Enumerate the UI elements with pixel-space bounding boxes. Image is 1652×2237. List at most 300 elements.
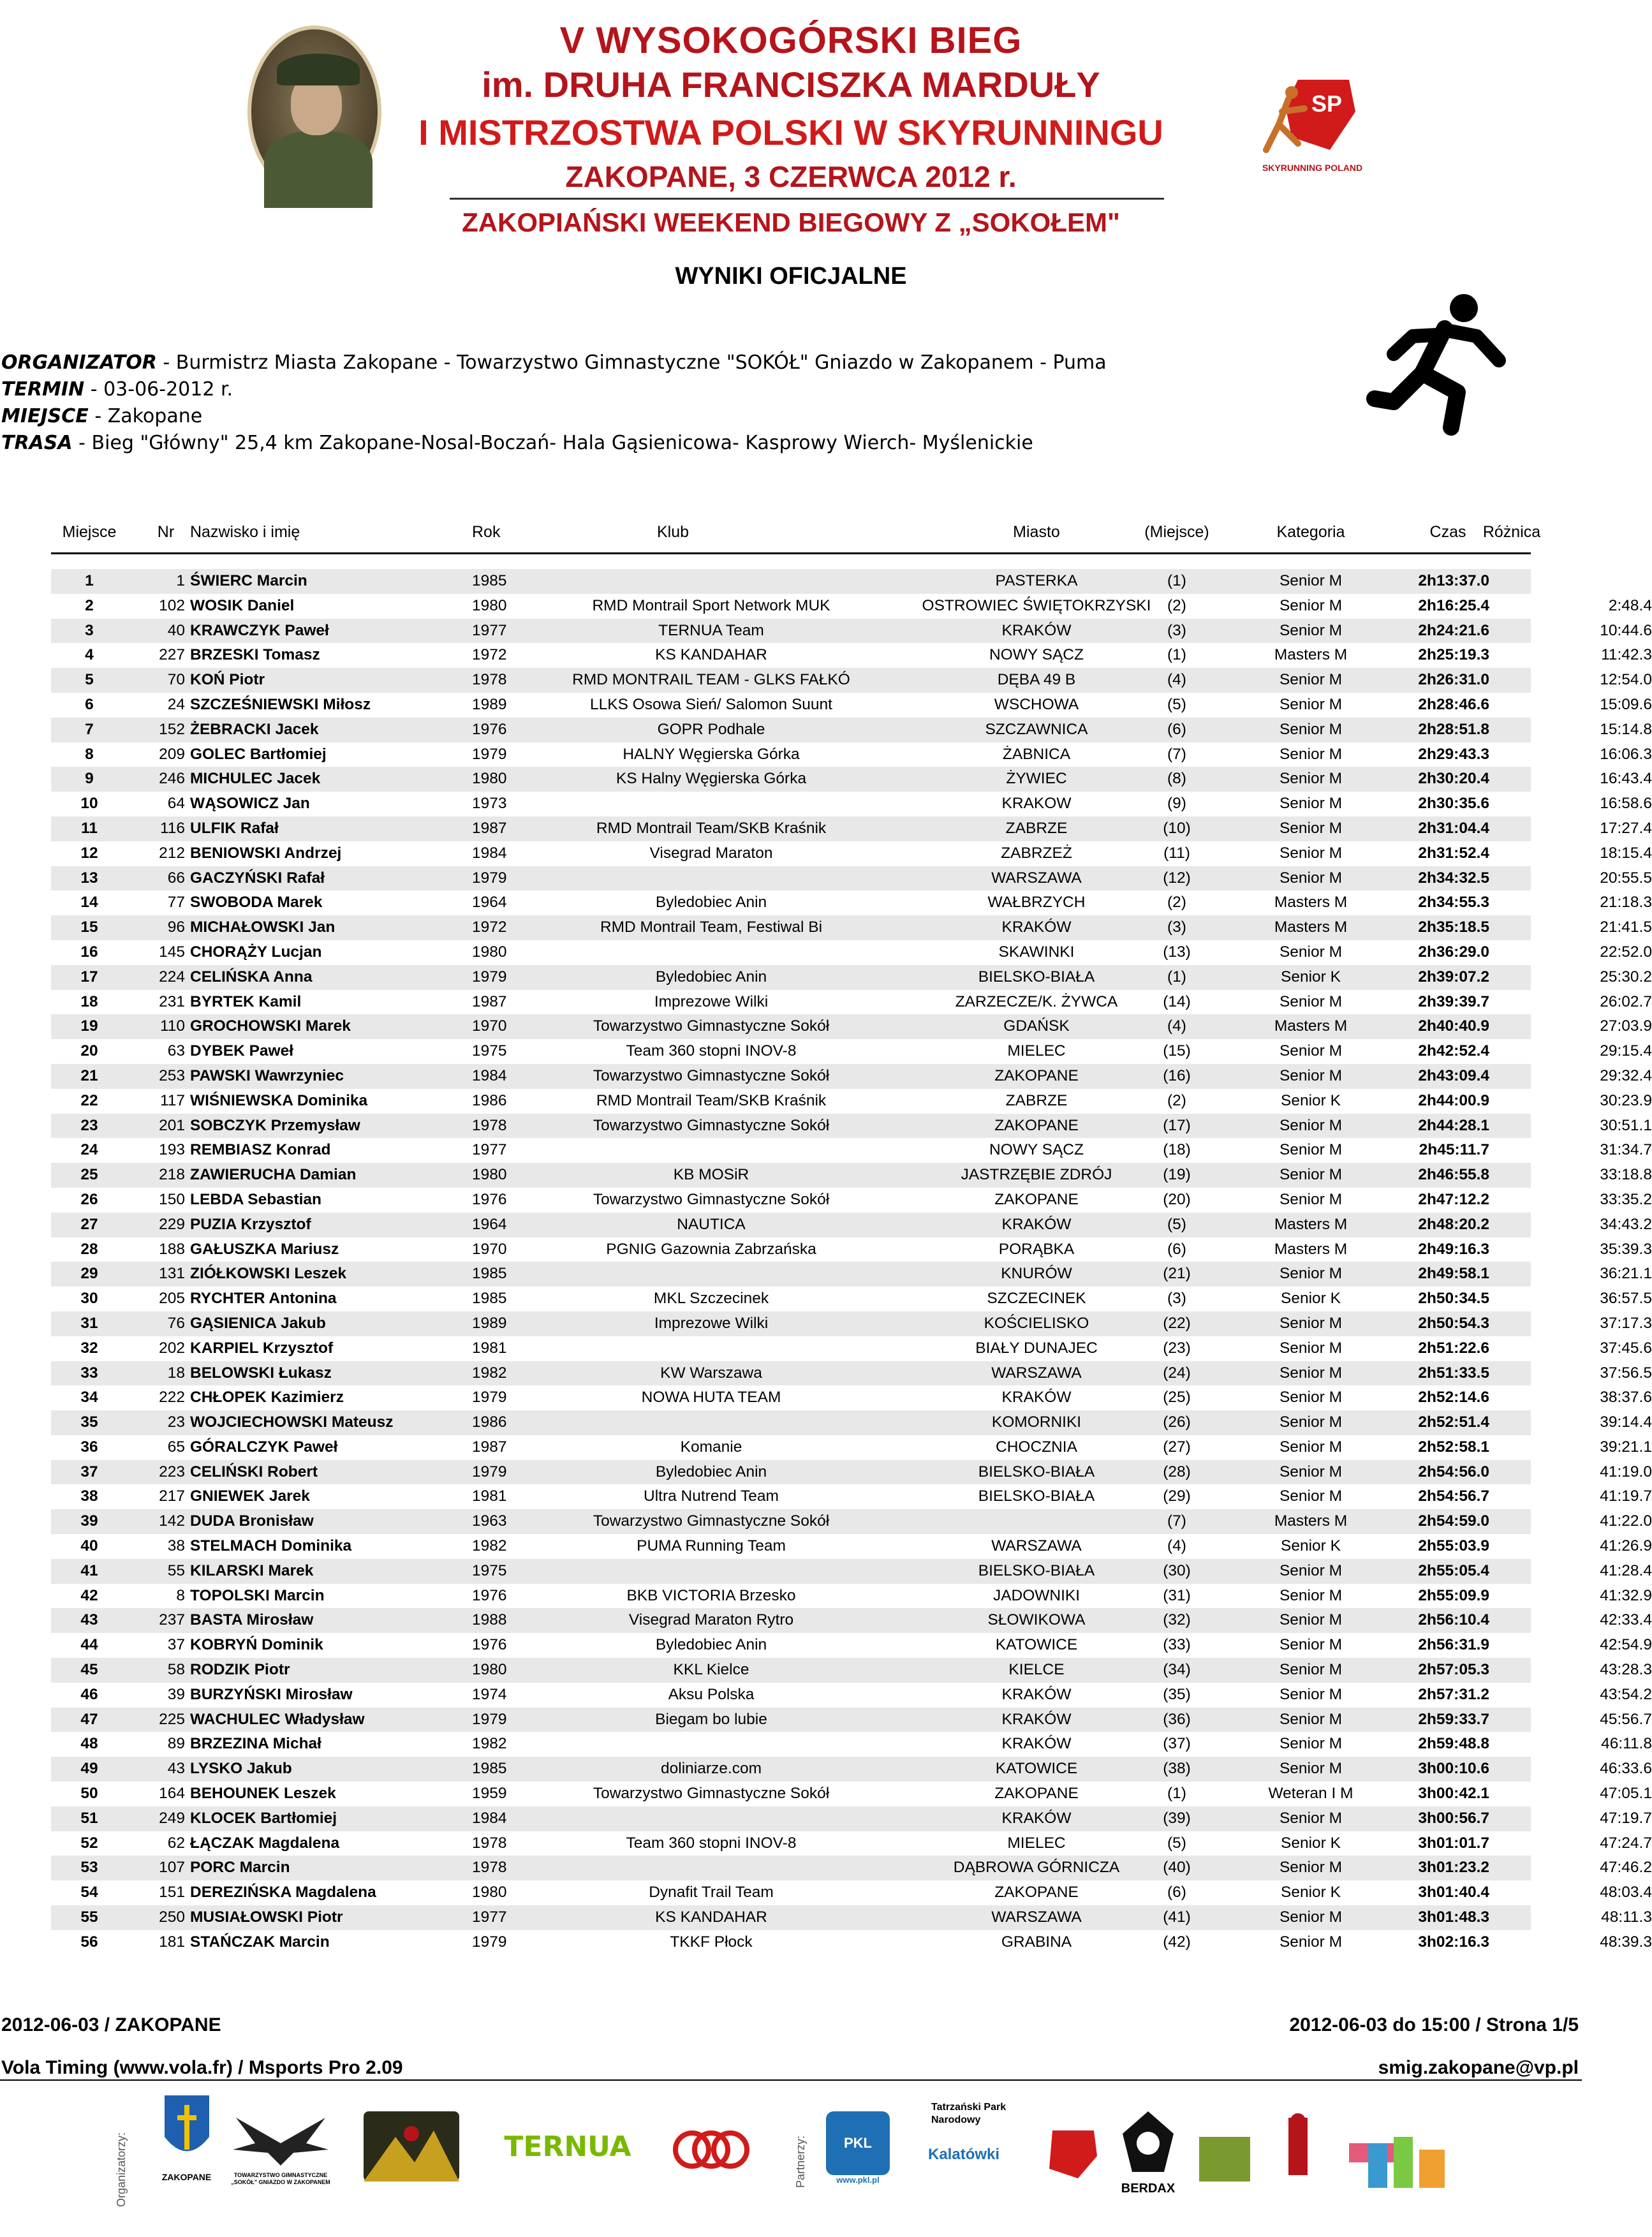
footer-page-info: 2012-06-03 do 15:00 / Strona 1/5 (1289, 2014, 1579, 2035)
col-header-club: Klub (656, 523, 690, 541)
row-category: Senior M (1279, 1414, 1343, 1431)
row-category-place: (1) (1167, 646, 1186, 664)
row-place: 4 (85, 646, 94, 664)
row-name: PAWSKI Wawrzyniec (190, 1067, 344, 1084)
row-time: 2h28:51.8 (1418, 720, 1489, 738)
row-bib: 152 (159, 720, 185, 738)
skyrunning-logo-icon (1253, 73, 1368, 156)
row-name: ULFIK Rafał (190, 819, 279, 837)
row-place: 23 (80, 1116, 98, 1134)
row-bib: 8 (176, 1586, 185, 1604)
event-badge-logo (364, 2111, 459, 2182)
berdax-emblem-icon (1119, 2108, 1177, 2178)
row-city: KRAKÓW (1001, 621, 1072, 639)
row-city: BIELSKO-BIAŁA (978, 1463, 1095, 1480)
row-name: SOBCZYK Przemysław (190, 1116, 360, 1134)
row-category-place: (33) (1163, 1636, 1191, 1654)
drink-bottles-icon (1362, 2124, 1451, 2194)
row-category: Senior M (1279, 1685, 1343, 1703)
row-time: 2h26:31.0 (1418, 671, 1489, 689)
row-city: KNURÓW (1001, 1265, 1072, 1283)
row-city: WARSZAWA (991, 869, 1082, 887)
table-row (51, 643, 1652, 668)
row-year: 1980 (472, 1661, 507, 1679)
row-gap: 21:18.3 (1600, 894, 1652, 912)
row-category-place: (6) (1167, 720, 1186, 738)
table-row (51, 1708, 1652, 1732)
table-row (51, 890, 1652, 915)
row-club: Byledobiec Anin (655, 894, 767, 912)
portrait-photo (247, 26, 381, 198)
row-city: SZCZAWNICA (985, 720, 1088, 738)
table-row (51, 1213, 1652, 1237)
row-category-place: (2) (1167, 596, 1186, 614)
row-place: 29 (80, 1265, 98, 1283)
row-name: LYSKO Jakub (190, 1760, 292, 1778)
row-city: ZAKOPANE (994, 1785, 1079, 1803)
row-time: 2h30:20.4 (1418, 770, 1489, 788)
row-bib: 89 (167, 1735, 185, 1753)
row-bib: 222 (159, 1389, 185, 1406)
row-year: 1980 (472, 1884, 507, 1901)
row-year: 1986 (472, 1414, 507, 1431)
row-time: 2h52:51.4 (1418, 1414, 1489, 1431)
row-category: Senior M (1279, 1166, 1343, 1184)
row-gap: 41:32.9 (1600, 1586, 1652, 1604)
row-gap: 47:46.2 (1600, 1859, 1652, 1877)
row-year: 1987 (472, 819, 507, 837)
row-bib: 77 (167, 894, 185, 912)
row-gap: 48:03.4 (1600, 1884, 1652, 1901)
row-city: MIELEC (1007, 1834, 1066, 1852)
table-row (51, 1163, 1652, 1188)
col-header-time: Czas (1429, 523, 1466, 541)
row-place: 25 (80, 1166, 98, 1184)
row-place: 21 (80, 1067, 98, 1084)
row-year: 1963 (472, 1512, 507, 1530)
row-club: Komanie (680, 1438, 742, 1456)
row-club: RMD Montrail Team/SKB Kraśnik (596, 1091, 827, 1109)
row-club: KS KANDAHAR (655, 1908, 767, 1926)
row-category: Senior M (1279, 1661, 1343, 1679)
row-gap: 25:30.2 (1600, 968, 1652, 986)
row-place: 9 (85, 770, 94, 788)
row-bib: 231 (159, 993, 185, 1010)
row-bib: 237 (159, 1611, 185, 1629)
event-weekend-title: ZAKOPIAŃSKI WEEKEND BIEGOWY Z „SOKOŁEM" (462, 207, 1120, 237)
row-year: 1982 (472, 1537, 507, 1555)
row-bib: 23 (167, 1414, 185, 1431)
row-club: Aksu Polska (668, 1685, 755, 1703)
row-year: 1976 (472, 1586, 507, 1604)
row-time: 2h50:54.3 (1418, 1314, 1489, 1332)
row-club: Towarzystwo Gimnastyczne Sokół (593, 1017, 830, 1035)
results-table-header (51, 523, 1541, 549)
row-category-place: (5) (1167, 1834, 1186, 1852)
row-name: REMBIASZ Konrad (190, 1141, 331, 1159)
table-row (51, 1732, 1652, 1757)
row-category-place: (19) (1163, 1166, 1191, 1184)
row-category-place: (30) (1163, 1561, 1191, 1579)
row-city: GDAŃSK (1003, 1017, 1070, 1035)
row-place: 15 (80, 919, 98, 936)
row-category: Senior M (1279, 1636, 1343, 1654)
row-name: BRZEZINA Michał (190, 1735, 321, 1753)
row-time: 2h59:33.7 (1418, 1710, 1489, 1728)
partners-label: Partnerzy: (794, 2135, 807, 2188)
table-row (51, 1435, 1652, 1460)
row-club: Team 360 stopni INOV-8 (626, 1834, 797, 1852)
row-year: 1973 (472, 795, 507, 813)
row-gap: 30:51.1 (1600, 1116, 1652, 1134)
row-club: Towarzystwo Gimnastyczne Sokół (593, 1067, 830, 1084)
row-bib: 225 (159, 1710, 185, 1728)
row-year: 1975 (472, 1561, 507, 1579)
row-name: GĄSIENICA Jakub (190, 1314, 326, 1332)
row-bib: 55 (167, 1561, 185, 1579)
row-name: STAŃCZAK Marcin (190, 1933, 330, 1951)
row-city: BIELSKO-BIAŁA (978, 1488, 1095, 1505)
row-category: Senior M (1279, 1141, 1343, 1159)
row-club: Towarzystwo Gimnastyczne Sokół (593, 1512, 830, 1530)
row-place: 2 (85, 596, 94, 614)
row-time: 2h24:21.6 (1418, 621, 1489, 639)
row-club: Imprezowe Wilki (654, 993, 769, 1010)
row-year: 1987 (472, 1438, 507, 1456)
row-category-place: (1) (1167, 572, 1186, 589)
row-time: 2h39:07.2 (1418, 968, 1489, 986)
sponsor-strip (0, 2086, 1582, 2226)
row-time: 3h00:10.6 (1418, 1760, 1489, 1778)
row-category: Senior M (1279, 1438, 1343, 1456)
row-year: 1972 (472, 919, 507, 936)
row-time: 2h25:19.3 (1418, 646, 1489, 664)
row-category: Senior M (1279, 1314, 1343, 1332)
samanta-mark-icon (1269, 2111, 1327, 2194)
row-gap: 47:05.1 (1600, 1785, 1652, 1803)
row-club: RMD Montrail Team, Festiwal Bi (600, 919, 823, 936)
row-category: Senior M (1279, 572, 1343, 589)
row-place: 42 (80, 1586, 98, 1604)
row-time: 2h52:14.6 (1418, 1389, 1489, 1406)
row-category: Senior M (1279, 745, 1343, 763)
row-city: BIAŁY DUNAJEC (975, 1339, 1098, 1357)
row-club: Towarzystwo Gimnastyczne Sokół (593, 1190, 830, 1208)
header-divider (450, 198, 1164, 200)
row-category-place: (3) (1167, 919, 1186, 936)
row-club: doliniarze.com (661, 1760, 762, 1778)
row-category: Senior K (1281, 1091, 1341, 1109)
row-time: 2h51:33.5 (1418, 1364, 1489, 1382)
berdax-logo: BERDAX (1113, 2108, 1183, 2204)
results-table (51, 523, 1652, 1951)
row-gap: 22:52.0 (1600, 943, 1652, 961)
row-club: Towarzystwo Gimnastyczne Sokół (593, 1116, 830, 1134)
row-bib: 62 (167, 1834, 185, 1852)
row-club: Visegrad Maraton (649, 844, 773, 862)
row-category-place: (4) (1167, 671, 1186, 689)
row-bib: 217 (159, 1488, 185, 1505)
row-gap: 16:06.3 (1600, 745, 1652, 763)
row-city: KATOWICE (995, 1760, 1078, 1778)
row-club: Byledobiec Anin (655, 968, 767, 986)
row-bib: 209 (159, 745, 185, 763)
row-time: 2h55:05.4 (1418, 1561, 1489, 1579)
row-bib: 70 (167, 671, 185, 689)
row-time: 2h42:52.4 (1418, 1042, 1489, 1060)
row-gap: 41:19.7 (1600, 1488, 1652, 1505)
row-year: 1974 (472, 1685, 507, 1703)
info-route: TRASA - Bieg "Główny" 25,4 km Zakopane-Nosal-Boczań- Hala Gąsienicowa- Kasprowy Wierch- Myślenickie (1, 432, 1033, 454)
row-gap: 10:44.6 (1600, 621, 1652, 639)
row-place: 1 (85, 572, 94, 589)
pkl-logo: PKL www.pkl.pl (823, 2111, 893, 2207)
row-name: RYCHTER Antonina (190, 1290, 337, 1308)
row-city: WARSZAWA (991, 1908, 1082, 1926)
table-row (51, 1856, 1652, 1880)
row-bib: 246 (159, 770, 185, 788)
row-year: 1979 (472, 1463, 507, 1480)
row-category: Senior M (1279, 1116, 1343, 1134)
row-place: 37 (80, 1463, 98, 1480)
row-bib: 250 (159, 1908, 185, 1926)
row-place: 27 (80, 1215, 98, 1233)
row-place: 12 (80, 844, 98, 862)
row-category: Masters M (1274, 919, 1348, 936)
row-place: 38 (80, 1488, 98, 1505)
row-name: SZCZEŚNIEWSKI Miłosz (190, 695, 371, 713)
row-time: 2h39:39.7 (1418, 993, 1489, 1010)
row-city: KATOWICE (995, 1636, 1078, 1654)
row-city: CHOCZNIA (996, 1438, 1077, 1456)
row-name: KRAWCZYK Paweł (190, 621, 329, 639)
row-city: KRAKÓW (1001, 1809, 1072, 1827)
row-gap: 46:33.6 (1600, 1760, 1652, 1778)
row-category: Senior M (1279, 1265, 1343, 1283)
row-gap: 43:54.2 (1600, 1685, 1652, 1703)
tpn-kalatowki-logo: Tatrzański Park Narodowy Kalatówki (928, 2102, 1007, 2163)
row-city: WARSZAWA (991, 1537, 1082, 1555)
row-name: ŁĄCZAK Magdalena (190, 1834, 340, 1852)
row-club: KS KANDAHAR (655, 646, 767, 664)
table-row (51, 1138, 1652, 1163)
row-category-place: (28) (1163, 1463, 1191, 1480)
row-category-place: (5) (1167, 1215, 1186, 1233)
table-row (51, 1237, 1652, 1262)
row-gap: 39:21.1 (1600, 1438, 1652, 1456)
table-row (51, 1683, 1652, 1708)
row-bib: 63 (167, 1042, 185, 1060)
row-name: WIŚNIEWSKA Dominika (190, 1091, 368, 1109)
row-name: KLOCEK Bartłomiej (190, 1809, 337, 1827)
row-gap: 16:43.4 (1600, 770, 1652, 788)
row-year: 1959 (472, 1785, 507, 1803)
row-place: 22 (80, 1091, 98, 1109)
row-gap: 47:24.7 (1600, 1834, 1652, 1852)
row-gap: 18:15.4 (1600, 844, 1652, 862)
row-place: 11 (81, 819, 98, 837)
row-gap: 33:35.2 (1600, 1190, 1652, 1208)
row-city: WAŁBRZYCH (987, 894, 1086, 912)
row-bib: 164 (159, 1785, 185, 1803)
row-category-place: (6) (1167, 1240, 1186, 1258)
table-row (51, 1757, 1652, 1782)
row-time: 2h56:31.9 (1418, 1636, 1489, 1654)
row-city: ZABRZE (1005, 819, 1068, 837)
row-bib: 223 (159, 1463, 185, 1480)
row-year: 1977 (472, 1141, 507, 1159)
row-category: Senior M (1279, 1364, 1343, 1382)
falcon-icon (230, 2105, 332, 2169)
row-place: 5 (85, 671, 94, 689)
row-time: 2h43:09.4 (1418, 1067, 1489, 1084)
row-city: KRAKÓW (1001, 919, 1072, 936)
row-gap: 15:14.8 (1600, 720, 1652, 738)
row-name: WĄSOWICZ Jan (190, 795, 310, 813)
row-bib: 24 (167, 695, 185, 713)
row-category-place: (14) (1163, 993, 1191, 1010)
row-category: Senior M (1279, 695, 1343, 713)
row-category: Senior K (1281, 1290, 1341, 1308)
row-category-place: (15) (1163, 1042, 1191, 1060)
table-row (51, 1880, 1652, 1905)
row-category-place: (2) (1167, 1091, 1186, 1109)
row-city: KIELCE (1008, 1661, 1065, 1679)
table-row (51, 1559, 1652, 1584)
row-category: Senior M (1279, 1611, 1343, 1629)
row-category-place: (23) (1163, 1339, 1191, 1357)
row-name: STELMACH Dominika (190, 1537, 352, 1555)
row-name: GOLEC Bartłomiej (190, 745, 327, 763)
row-category-place: (4) (1167, 1537, 1186, 1555)
cos-mark-icon (673, 2124, 749, 2175)
row-time: 2h49:58.1 (1418, 1265, 1489, 1283)
row-gap: 16:58.6 (1600, 795, 1652, 813)
row-bib: 107 (159, 1859, 185, 1877)
row-year: 1989 (472, 695, 507, 713)
info-organizer: ORGANIZATOR - Burmistrz Miasta Zakopane - Towarzystwo Gimnastyczne "SOKÓŁ" Gniazdo w Zakopanem - Puma (1, 351, 1107, 374)
row-place: 43 (80, 1611, 98, 1629)
row-category-place: (38) (1163, 1760, 1191, 1778)
row-place: 19 (80, 1017, 98, 1035)
row-category-place: (37) (1163, 1735, 1191, 1753)
row-year: 1977 (472, 1908, 507, 1926)
row-year: 1984 (472, 844, 507, 862)
row-city: ZARZECZE/K. ŻYWCA (955, 993, 1118, 1010)
svg-text:SP: SP (1311, 91, 1343, 117)
row-year: 1986 (472, 1091, 507, 1109)
col-header-category-place: (Miejsce) (1144, 523, 1209, 541)
row-time: 2h52:58.1 (1418, 1438, 1489, 1456)
row-category: Senior M (1279, 720, 1343, 738)
row-club: Dynafit Trail Team (649, 1884, 774, 1901)
zakopane-logo: ZAKOPANE (150, 2092, 223, 2220)
row-name: DYBEK Paweł (190, 1042, 294, 1060)
row-category-place: (25) (1163, 1389, 1191, 1406)
row-city: KOMORNIKI (991, 1414, 1082, 1431)
row-time: 2h55:03.9 (1418, 1537, 1489, 1555)
row-category-place: (20) (1163, 1190, 1191, 1208)
row-place: 35 (80, 1414, 98, 1431)
row-category-place: (2) (1167, 894, 1186, 912)
col-header-city: Miasto (1013, 523, 1060, 541)
row-category-place: (3) (1167, 1290, 1186, 1308)
row-club: RMD Montrail Sport Network MUK (592, 596, 830, 614)
row-bib: 43 (167, 1760, 185, 1778)
row-bib: 37 (167, 1636, 185, 1654)
row-time: 2h31:52.4 (1418, 844, 1489, 862)
header-rule (51, 552, 1531, 554)
row-bib: 110 (159, 1017, 185, 1035)
row-year: 1984 (472, 1067, 507, 1084)
sponsor-samanta-logo (1269, 2111, 1327, 2201)
row-time: 2h49:16.3 (1418, 1240, 1489, 1258)
row-category: Masters M (1274, 894, 1348, 912)
row-city: KRAKÓW (1001, 1710, 1072, 1728)
row-place: 10 (80, 795, 98, 813)
row-year: 1985 (472, 1760, 507, 1778)
table-row (51, 1385, 1652, 1410)
row-gap: 48:39.3 (1600, 1933, 1652, 1951)
event-title-2: im. DRUHA FRANCISZKA MARDUŁY (482, 64, 1100, 105)
row-gap: 48:11.3 (1601, 1908, 1652, 1926)
col-header-name: Nazwisko i imię (190, 523, 300, 541)
col-header-year: Rok (472, 523, 501, 541)
row-category-place: (7) (1167, 745, 1186, 763)
row-city: WSCHOWA (994, 695, 1079, 713)
row-bib: 65 (167, 1438, 185, 1456)
row-gap: 12:54.0 (1600, 671, 1652, 689)
row-place: 3 (85, 621, 94, 639)
row-year: 1982 (472, 1735, 507, 1753)
row-city: SZCZECINEK (987, 1290, 1086, 1308)
row-city: KRAKÓW (1001, 1215, 1072, 1233)
row-city: MIELEC (1007, 1042, 1066, 1060)
row-name: WOSIK Daniel (190, 596, 295, 614)
row-city: WARSZAWA (991, 1364, 1082, 1382)
row-time: 2h16:25.4 (1418, 596, 1489, 614)
row-category-place: (39) (1163, 1809, 1191, 1827)
row-place: 40 (80, 1537, 98, 1555)
table-row (51, 1584, 1652, 1609)
row-category: Senior M (1279, 943, 1343, 961)
row-year: 1979 (472, 1389, 507, 1406)
row-name: PORC Marcin (190, 1859, 290, 1877)
table-row (51, 1287, 1652, 1311)
row-city: BIELSKO-BIAŁA (978, 968, 1095, 986)
row-name: BENIOWSKI Andrzej (190, 844, 342, 862)
row-time: 2h54:56.7 (1418, 1488, 1489, 1505)
row-category: Senior M (1279, 1586, 1343, 1604)
row-gap: 37:56.5 (1600, 1364, 1652, 1382)
table-row (51, 816, 1652, 841)
row-name: SWOBODA Marek (190, 894, 323, 912)
row-time: 3h01:01.7 (1418, 1834, 1489, 1852)
row-time: 2h31:04.4 (1418, 819, 1489, 837)
row-category: Masters M (1274, 1215, 1348, 1233)
row-time: 2h36:29.0 (1418, 943, 1489, 961)
row-bib: 188 (159, 1240, 185, 1258)
row-name: RODZIK Piotr (190, 1661, 290, 1679)
table-row (51, 668, 1652, 693)
row-place: 30 (80, 1290, 98, 1308)
row-name: CELIŃSKI Robert (190, 1463, 318, 1480)
row-category: Senior M (1279, 1561, 1343, 1579)
row-city: KRAKÓW (1001, 1389, 1072, 1406)
row-place: 16 (80, 943, 98, 961)
row-year: 1981 (472, 1488, 507, 1505)
row-time: 3h01:48.3 (1418, 1908, 1489, 1926)
